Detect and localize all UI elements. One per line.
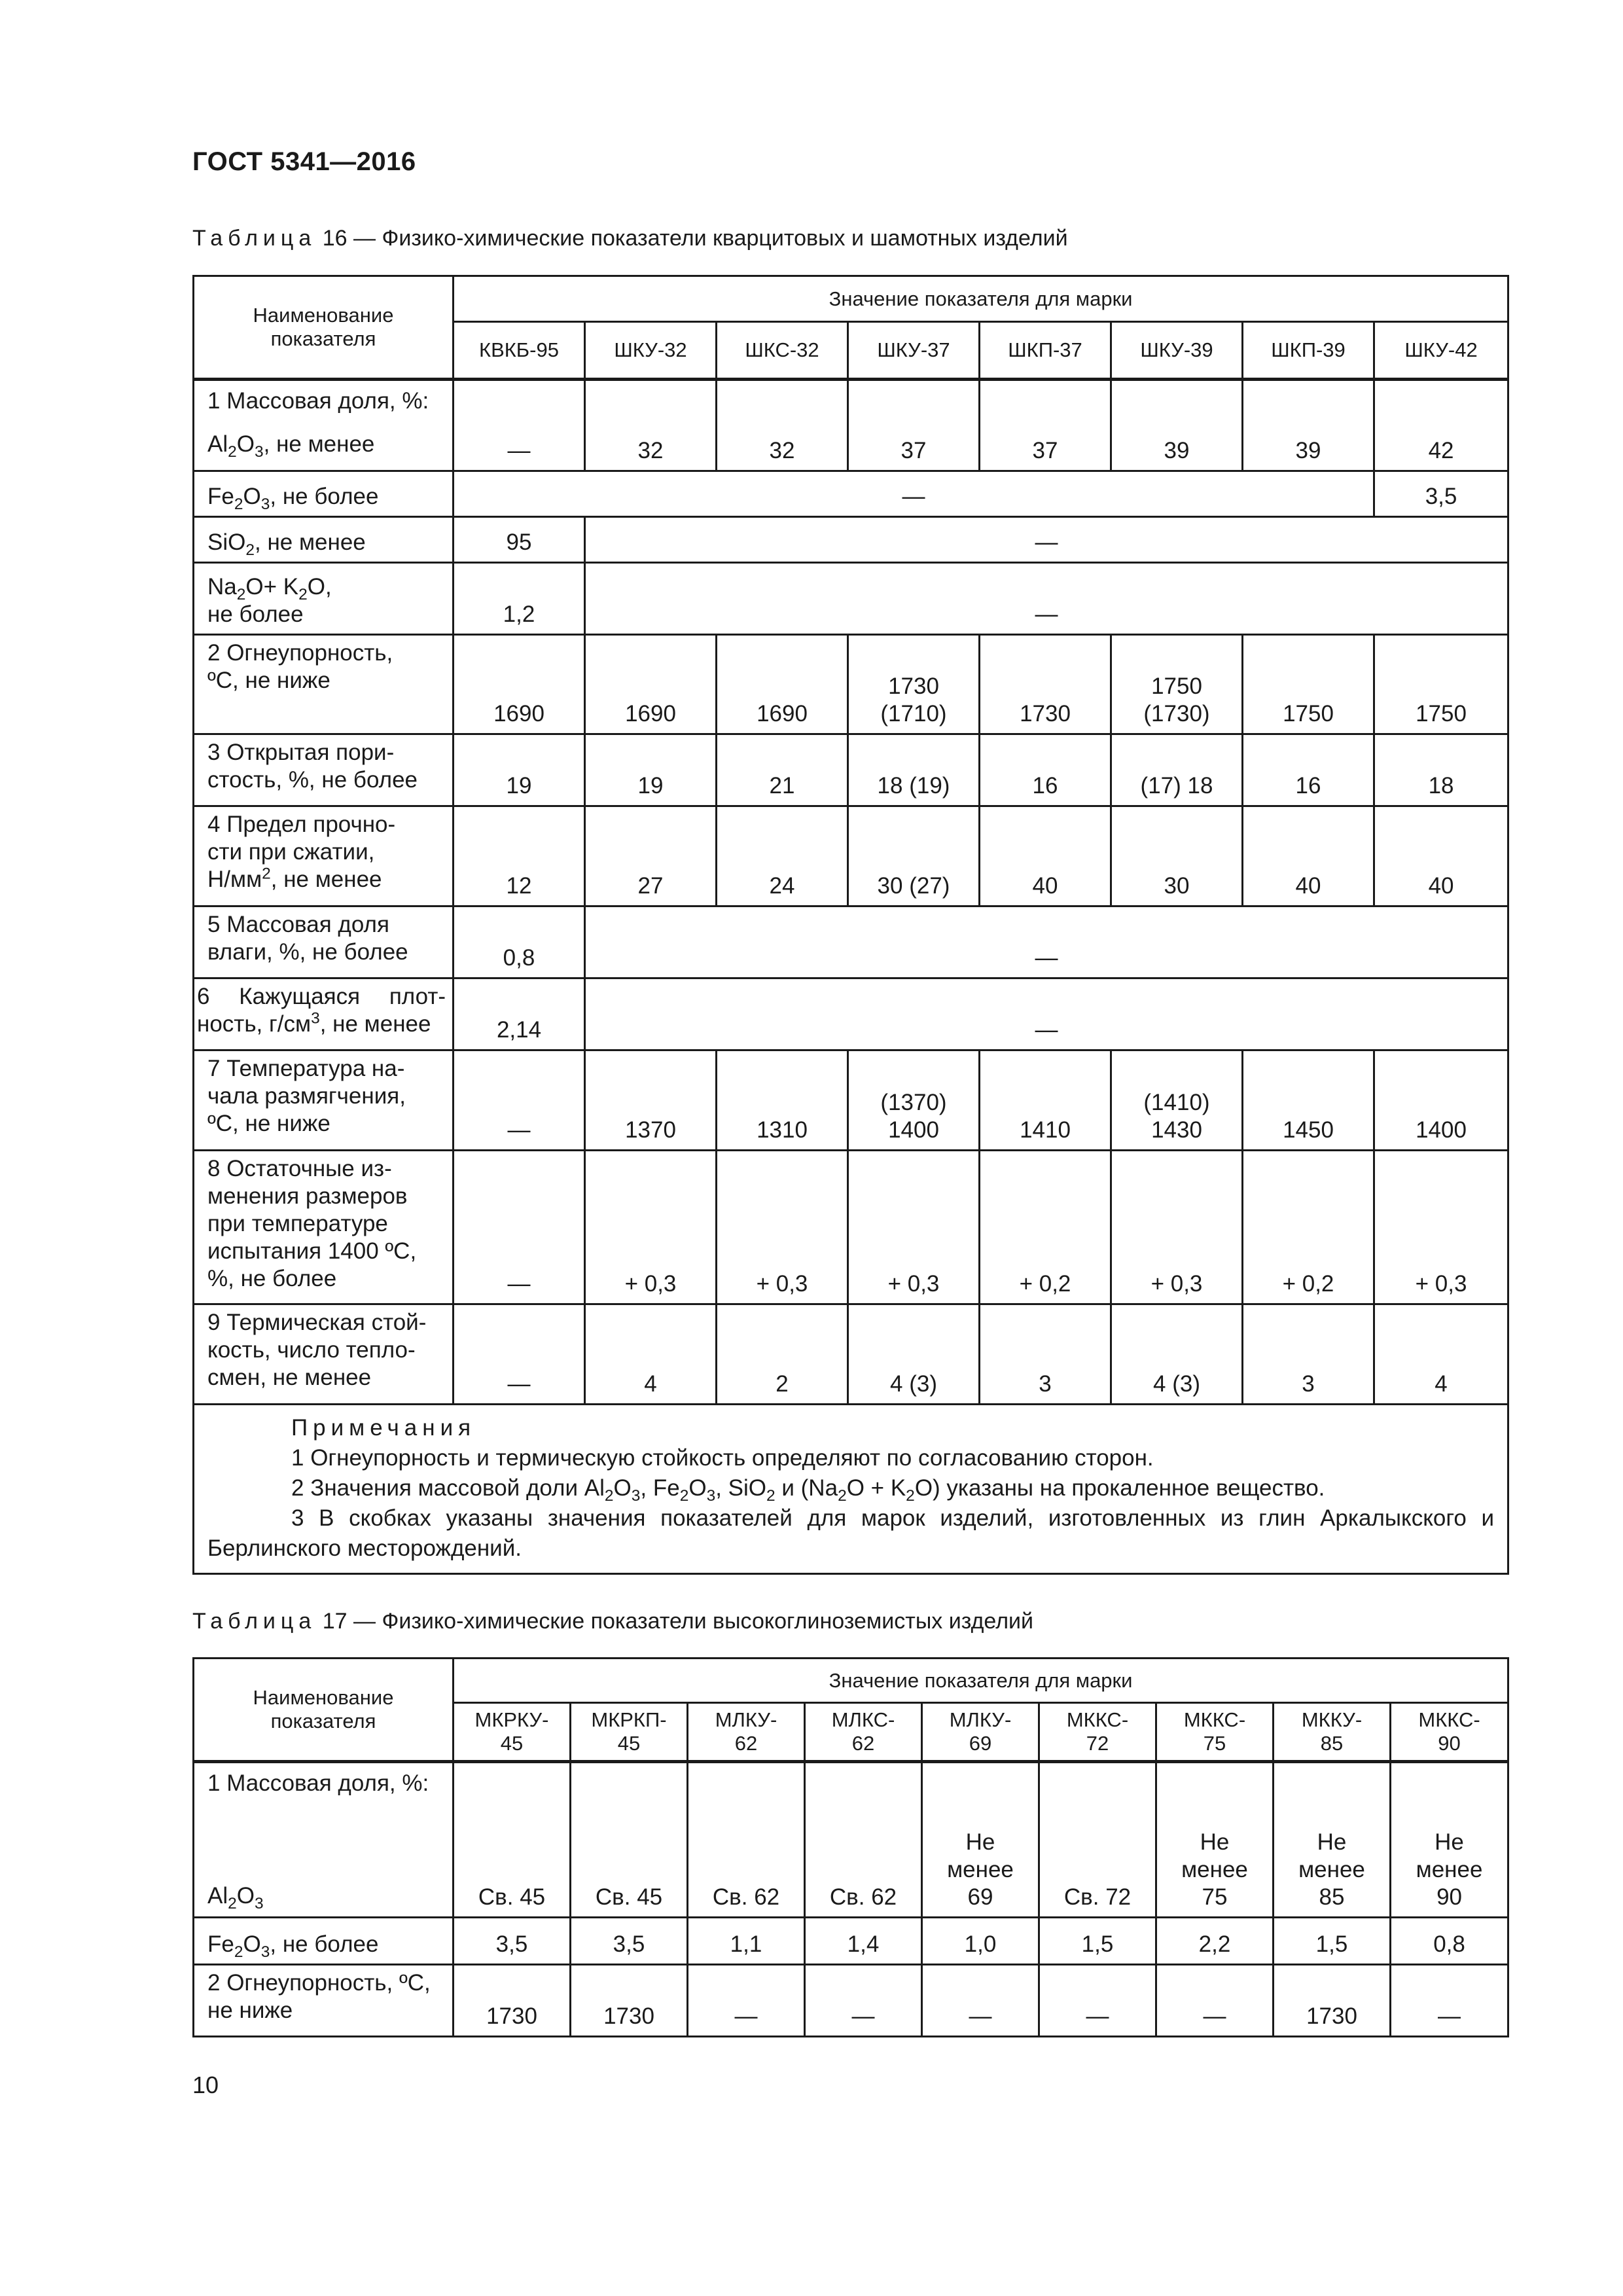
- table16-mark-header: КВКБ-95: [454, 322, 585, 380]
- table17-mark-line: 75: [1203, 1732, 1226, 1755]
- row7-value-line: 1410: [1020, 1117, 1071, 1143]
- row8-value: —: [454, 1151, 585, 1304]
- table17-mark-header: [1156, 1703, 1274, 1762]
- row7-value: [454, 1050, 585, 1151]
- row4-name-line: [207, 866, 446, 893]
- row2-value-line: 1750: [1151, 673, 1202, 699]
- table17-fe2o3-value: 1,5: [1274, 1918, 1391, 1965]
- table17-row2-name-line: не ниже: [207, 1998, 293, 2023]
- table17-mark-line: МЛКУ-: [715, 1708, 777, 1731]
- row9-value: 2: [717, 1304, 848, 1405]
- table17-al2o3-value: [805, 1762, 922, 1918]
- table17-al2o3-value-line: Св. 62: [712, 1884, 780, 1910]
- row4-value: 27: [585, 806, 717, 906]
- table16-row-density: [194, 978, 1508, 1050]
- row6-unit: ность, г/см: [197, 1011, 312, 1037]
- table16-header-name: Наименование показателя: [194, 276, 454, 380]
- row8-name-line: 8 Остаточные из-: [207, 1156, 392, 1181]
- table16-row-sio2: [194, 517, 1508, 563]
- table17-fe2o3-suffix: , не более: [270, 1931, 379, 1957]
- na2o-k2o-formula: $Na_2O+ K_2O$,: [207, 574, 332, 603]
- table17-al2o3-value-line: 75: [1202, 1884, 1228, 1910]
- table16-row9-name: [194, 1304, 454, 1405]
- table17-mark-header: [571, 1703, 688, 1762]
- table16-mark-header: ШКС-32: [717, 322, 848, 380]
- table16-mark-header: ШКУ-37: [848, 322, 980, 380]
- table17-mark-line: МККС-: [1066, 1708, 1129, 1731]
- table16-row6-name: [194, 978, 454, 1050]
- row7-value-line: 1370: [625, 1117, 676, 1143]
- row7-value: [848, 1050, 980, 1151]
- al2o3-value: 39: [1111, 380, 1243, 471]
- table17-row-fe2o3: [194, 1918, 1508, 1965]
- table17-header-group: Значение показателя для марки: [454, 1659, 1508, 1703]
- row7-value-line: 1310: [757, 1117, 808, 1143]
- table17-al2o3-value: [688, 1762, 805, 1918]
- page-number: 10: [192, 2072, 219, 2098]
- row4-value: 30: [1111, 806, 1243, 906]
- table17-fe2o3-value: 3,5: [454, 1918, 571, 1965]
- table16-caption-text: 16 — Физико-химические показатели кварцитовых и шамотных изделий: [322, 226, 1068, 251]
- row2-name-line: 2 Огнеупорность,: [207, 640, 393, 666]
- row9-value: —: [454, 1304, 585, 1405]
- table17-row2-value: —: [922, 1965, 1039, 2037]
- table17-mark-header: [1274, 1703, 1391, 1762]
- row7-value-line: 1400: [1416, 1117, 1467, 1143]
- row6-first-value: 2,14: [454, 978, 585, 1050]
- row9-name-line: 9 Термическая стой-: [207, 1310, 427, 1335]
- al2o3-value: 37: [980, 380, 1111, 471]
- table17-fe2o3-value: 1,5: [1039, 1918, 1156, 1965]
- table17-al2o3-value-line: менее: [1181, 1857, 1248, 1882]
- table17-al2o3-value: [1274, 1762, 1391, 1918]
- row4-name-line: сти при сжатии,: [207, 839, 375, 865]
- table17-al2o3-value-line: Св. 45: [478, 1884, 546, 1910]
- table17-al2o3-value: [1391, 1762, 1508, 1918]
- table17-al2o3-value-line: Не: [1200, 1829, 1230, 1855]
- row3-value: 18 (19): [848, 734, 980, 806]
- row3-value: 16: [1243, 734, 1374, 806]
- table17-fe2o3-label: $Fe_2O_3$, не более: [194, 1918, 454, 1965]
- table17-mark-line: МККС-: [1183, 1708, 1246, 1731]
- sio2-first-value: 95: [454, 517, 585, 563]
- row2-value: [717, 635, 848, 734]
- al2o3-value: 37: [848, 380, 980, 471]
- row7-name-line: 7 Температура на-: [207, 1056, 405, 1081]
- table17-mark-header: [1039, 1703, 1156, 1762]
- table16-header-group: Значение показателя для марки: [454, 276, 1508, 322]
- row5-name-line: влаги, %, не более: [207, 939, 408, 965]
- row9-value: 4 (3): [848, 1304, 980, 1405]
- row8-value: + 0,3: [848, 1151, 980, 1304]
- row9-name-line: кость, число тепло-: [207, 1337, 416, 1363]
- table17-row1-title: 1 Массовая доля, %:: [207, 1770, 429, 1796]
- row2-value-line: 1750: [1416, 701, 1467, 726]
- table16-mark-header: ШКП-39: [1243, 322, 1374, 380]
- fe2o3-suffix: , не более: [270, 484, 379, 509]
- al2o3-value: 39: [1243, 380, 1374, 471]
- table17-al2o3-value: [1039, 1762, 1156, 1918]
- notes-heading: Примечания: [291, 1415, 476, 1441]
- table17-row-al2o3: [194, 1762, 1508, 1918]
- na2o-span-value: —: [585, 563, 1508, 635]
- row7-value: [1243, 1050, 1374, 1151]
- row2-value-line: 1730: [888, 673, 939, 699]
- row2-value-line: (1730): [1143, 701, 1210, 726]
- row2-value-line: 1690: [493, 701, 544, 726]
- table17-al2o3-value: [922, 1762, 1039, 1918]
- table17-caption-label: Таблица: [192, 1609, 317, 1634]
- al2o3-value: 32: [585, 380, 717, 471]
- table17-row2-value: —: [688, 1965, 805, 2037]
- row4-name-line: 4 Предел прочно-: [207, 812, 396, 837]
- table17-al2o3-value-line: Св. 72: [1063, 1884, 1132, 1910]
- row6-name-line: 6 Кажущаяся плот-: [197, 984, 446, 1009]
- row2-value-line: 1750: [1283, 701, 1334, 726]
- table16-row8-name: [194, 1151, 454, 1304]
- table16-notes-row: [194, 1405, 1508, 1574]
- row3-value: 16: [980, 734, 1111, 806]
- table16-row7-name: [194, 1050, 454, 1151]
- table17-row2-name-line: 2 Огнеупорность, ºС,: [207, 1970, 431, 1996]
- na2o-k2o-label: [194, 563, 454, 635]
- table16-row3-name: [194, 734, 454, 806]
- row4-value: 40: [980, 806, 1111, 906]
- table17-caption-text: 17 — Физико-химические показатели высокоглиноземистых изделий: [322, 1609, 1034, 1634]
- table16-row1-title: 1 Массовая доля, %:: [207, 388, 429, 414]
- row2-value: [980, 635, 1111, 734]
- table17-row2-name: [194, 1965, 454, 2037]
- table16-row-softening: [194, 1050, 1508, 1151]
- table17-mark-header: [922, 1703, 1039, 1762]
- table17-mark-line: МКРКУ-: [474, 1708, 549, 1731]
- table17-row2-value: 1730: [571, 1965, 688, 2037]
- table17-mark-line: МЛКС-: [831, 1708, 895, 1731]
- row2-name-line: ºС, не ниже: [207, 668, 330, 693]
- table17-al2o3-value-line: менее: [1416, 1857, 1483, 1882]
- row7-value: [585, 1050, 717, 1151]
- fe2o3-label: $Fe_2O_3$, не более: [194, 471, 454, 517]
- row2-value-line: 1690: [757, 701, 808, 726]
- note-2-end: указаны на прокаленное вещество.: [940, 1475, 1325, 1501]
- row9-value: 4: [1374, 1304, 1508, 1405]
- row5-span-value: —: [585, 906, 1508, 978]
- table17-fe2o3-value: 1,4: [805, 1918, 922, 1965]
- row2-value: [1243, 635, 1374, 734]
- table17-fe2o3-value: 0,8: [1391, 1918, 1508, 1965]
- row4-value: 12: [454, 806, 585, 906]
- row8-value: + 0,3: [1111, 1151, 1243, 1304]
- table16-row-porosity: [194, 734, 1508, 806]
- table17-mark-line: МККУ-: [1301, 1708, 1363, 1731]
- table16-row1-name: [194, 380, 454, 471]
- table17-mark-line: 62: [734, 1732, 758, 1755]
- row6-unit-exp: 3: [311, 1009, 320, 1028]
- table16-row-refractoriness: [194, 635, 1508, 734]
- table17-row2-value: —: [805, 1965, 922, 2037]
- row9-value: 3: [980, 1304, 1111, 1405]
- al2o3-value: 32: [717, 380, 848, 471]
- table17-fe2o3-value: 3,5: [571, 1918, 688, 1965]
- row9-value: 4: [585, 1304, 717, 1405]
- table17-al2o3-value-line: 85: [1319, 1884, 1345, 1910]
- row7-value-line: (1370): [880, 1090, 947, 1115]
- table16-mark-header: ШКУ-42: [1374, 322, 1508, 380]
- fe2o3-last-value: 3,5: [1374, 471, 1508, 517]
- row4-value: 40: [1243, 806, 1374, 906]
- table17-mark-line: МЛКУ-: [949, 1708, 1012, 1731]
- row7-value-line: (1410): [1143, 1090, 1210, 1115]
- na2o-first-value: 1,2: [454, 563, 585, 635]
- row3-name-line: 3 Открытая пори-: [207, 740, 395, 765]
- sio2-label: SiO$_2$, не менее: [194, 517, 454, 563]
- table17-header-name: Наименование показателя: [194, 1659, 454, 1762]
- table17-mark-header: [688, 1703, 805, 1762]
- row8-name-line: менения размеров: [207, 1183, 408, 1209]
- table17-al2o3-value-line: Св. 62: [829, 1884, 897, 1910]
- note-2: 2 Значения массовой доли $Al_2O_3$, $Fe_2O_3$, SiO$_2$ и $(Na_2O + K_2O)$ указаны на прокаленное вещество.: [291, 1475, 1325, 1505]
- al2o3-label: $Al_2O_3$, не менее: [207, 431, 375, 461]
- row8-value: + 0,3: [717, 1151, 848, 1304]
- table16-notes: [194, 1405, 1508, 1574]
- row2-value-line: 1730: [1020, 701, 1071, 726]
- row9-value: 3: [1243, 1304, 1374, 1405]
- table17-mark-line: 72: [1086, 1732, 1109, 1755]
- table17-mark-line: 69: [969, 1732, 992, 1755]
- table17-fe2o3-value: 1,0: [922, 1918, 1039, 1965]
- row9-name-line: смен, не менее: [207, 1365, 372, 1390]
- note-1: 1 Огнеупорность и термическую стойкость определяют по согласованию сторон.: [291, 1445, 1154, 1471]
- table17-al2o3-value-line: менее: [1298, 1857, 1365, 1882]
- row8-name-line: %, не более: [207, 1266, 337, 1291]
- row4-value: 30 (27): [848, 806, 980, 906]
- table16-caption: [192, 226, 1068, 251]
- table16-row2-name: [194, 635, 454, 734]
- table17: [192, 1657, 1509, 2037]
- table17-row-refractoriness: [194, 1965, 1508, 2037]
- row8-value: + 0,2: [980, 1151, 1111, 1304]
- table16-row-residual-changes: [194, 1151, 1508, 1304]
- table17-mark-line: МККС-: [1418, 1708, 1480, 1731]
- row7-value-line: 1450: [1283, 1117, 1334, 1143]
- row6-name-line: [197, 1011, 446, 1038]
- table17-mark-line: 62: [851, 1732, 875, 1755]
- table17-mark-line: 90: [1438, 1732, 1461, 1755]
- table16-row-na2o-k2o: [194, 563, 1508, 635]
- row9-value: 4 (3): [1111, 1304, 1243, 1405]
- table17-al2o3-value-line: Не: [1435, 1829, 1464, 1855]
- table17-row2-value: —: [1039, 1965, 1156, 2037]
- table17-mark-line: МКРКП-: [591, 1708, 667, 1731]
- al2o3-suffix: , не менее: [263, 431, 375, 457]
- table16: [192, 275, 1509, 1575]
- table16-row-moisture: [194, 906, 1508, 978]
- table16-caption-label: Таблица: [192, 226, 317, 251]
- row4-value: 40: [1374, 806, 1508, 906]
- table17-row1-name: [194, 1762, 454, 1918]
- table16-row5-name: [194, 906, 454, 978]
- table17-al2o3-value: [571, 1762, 688, 1918]
- note-3: 3 В скобках указаны значения показателей для марок изделий, изготовленных из глин Аркалыкского и Берлинского месторождений.: [207, 1505, 1495, 1561]
- row8-name-line: испытания 1400 ºС,: [207, 1238, 417, 1264]
- sio2-span-value: —: [585, 517, 1508, 563]
- table16-row-strength: [194, 806, 1508, 906]
- table17-row2-value: 1730: [454, 1965, 571, 2037]
- table16-row-fe2o3: [194, 471, 1508, 517]
- row3-value: 19: [454, 734, 585, 806]
- row3-name-line: стость, %, не более: [207, 767, 418, 793]
- row7-value: [717, 1050, 848, 1151]
- table17-al2o3-value: [1156, 1762, 1274, 1918]
- table17-al2o3-value-line: 90: [1436, 1884, 1462, 1910]
- document-title: ГОСТ 5341—2016: [192, 147, 416, 176]
- sio2-suffix: , не менее: [255, 529, 366, 555]
- table17-row2-value: —: [1391, 1965, 1508, 2037]
- table16-row-al2o3: [194, 380, 1508, 471]
- table16-row-thermal-stability: [194, 1304, 1508, 1405]
- row5-first-value: 0,8: [454, 906, 585, 978]
- table17-mark-line: 45: [617, 1732, 641, 1755]
- table17-al2o3-value-line: Не: [965, 1829, 995, 1855]
- row5-name-line: 5 Массовая доля: [207, 912, 389, 937]
- row6-span-value: —: [585, 978, 1508, 1050]
- table16-mark-header: ШКП-37: [980, 322, 1111, 380]
- al2o3-value: 42: [1374, 380, 1508, 471]
- row2-value: [454, 635, 585, 734]
- row4-suffix: , не менее: [270, 867, 382, 892]
- table17-al2o3-value-line: 69: [967, 1884, 993, 1910]
- row3-value: (17) 18: [1111, 734, 1243, 806]
- table17-mark-line: 45: [500, 1732, 524, 1755]
- row4-unit-exp: 2: [262, 865, 271, 883]
- row2-value: [1111, 635, 1243, 734]
- table17-al2o3-value: [454, 1762, 571, 1918]
- row8-value: + 0,3: [1374, 1151, 1508, 1304]
- table17-row2-value: —: [1156, 1965, 1274, 2037]
- table17-mark-header: [1391, 1703, 1508, 1762]
- row8-value: + 0,3: [585, 1151, 717, 1304]
- table17-al2o3-value-line: Не: [1317, 1829, 1347, 1855]
- row3-value: 18: [1374, 734, 1508, 806]
- row7-name-line: чала размягчения,: [207, 1083, 406, 1109]
- row3-value: 21: [717, 734, 848, 806]
- al2o3-value: —: [454, 380, 585, 471]
- row3-value: 19: [585, 734, 717, 806]
- table17-al2o3-value-line: Св. 45: [595, 1884, 663, 1910]
- table16-mark-header: ШКУ-32: [585, 322, 717, 380]
- row7-value-line: 1400: [888, 1117, 939, 1143]
- row2-value: [585, 635, 717, 734]
- row7-value: [980, 1050, 1111, 1151]
- table17-al2o3-value-line: менее: [947, 1857, 1014, 1882]
- row7-value-line: 1430: [1151, 1117, 1202, 1143]
- table17-caption: [192, 1609, 1033, 1634]
- row2-value: [1374, 635, 1508, 734]
- table17-fe2o3-value: 1,1: [688, 1918, 805, 1965]
- table16-row4-name: [194, 806, 454, 906]
- note-2-start: 2 Значения массовой доли: [291, 1475, 584, 1501]
- row2-value-line: 1690: [625, 701, 676, 726]
- row7-value-line: —: [507, 1117, 531, 1143]
- fe2o3-span-value: —: [454, 471, 1374, 517]
- row2-value-line: (1710): [880, 701, 947, 726]
- table17-mark-header: [454, 1703, 571, 1762]
- row6-suffix: , не менее: [319, 1011, 431, 1037]
- row2-value: [848, 635, 980, 734]
- table17-fe2o3-value: 2,2: [1156, 1918, 1274, 1965]
- table17-row2-value: 1730: [1274, 1965, 1391, 2037]
- na2o-k2o-line2: не более: [207, 601, 304, 627]
- row4-value: 24: [717, 806, 848, 906]
- row7-name-line: ºС, не ниже: [207, 1111, 330, 1136]
- row8-name-line: при температуре: [207, 1211, 388, 1236]
- table16-mark-header: ШКУ-39: [1111, 322, 1243, 380]
- row8-value: + 0,2: [1243, 1151, 1374, 1304]
- table17-mark-header: [805, 1703, 922, 1762]
- table17-mark-line: 85: [1320, 1732, 1344, 1755]
- row7-value: [1111, 1050, 1243, 1151]
- row7-value: [1374, 1050, 1508, 1151]
- table17-al2o3-label: $Al_2O_3$: [207, 1883, 264, 1912]
- row4-unit: Н/мм: [207, 867, 262, 892]
